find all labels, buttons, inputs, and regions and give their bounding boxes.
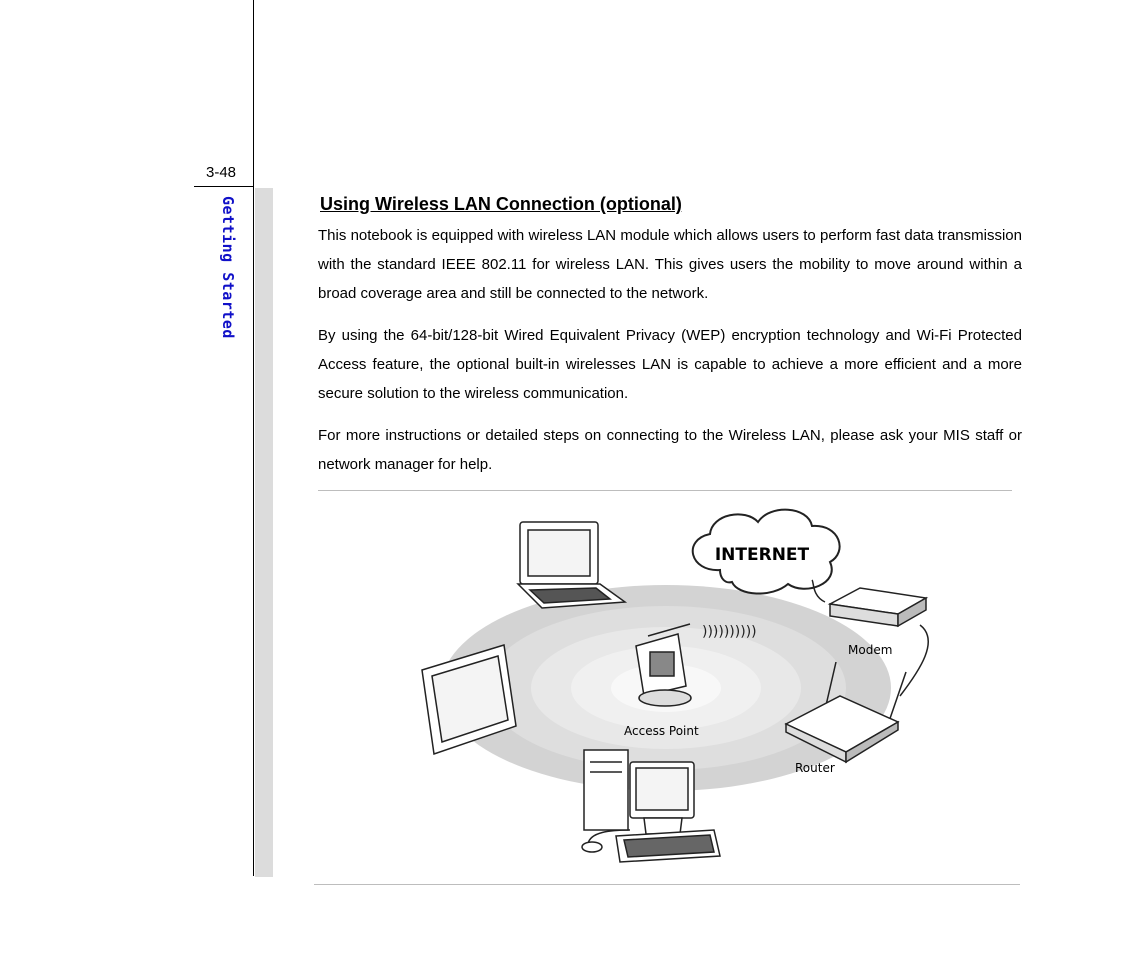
router-label: Router	[795, 761, 835, 775]
wireless-signal-icon: ))))))))))	[702, 624, 757, 640]
internet-label: INTERNET	[714, 545, 810, 565]
page-number: 3-48	[206, 164, 237, 181]
page-number-rule	[194, 186, 254, 187]
wireless-network-diagram	[420, 500, 938, 868]
figure-top-rule	[318, 490, 1012, 491]
paragraph-2: By using the 64-bit/128-bit Wired Equivalent Privacy (WEP) encryption technology and Wi-Fi Protected Access feature, the optional built-in wirelesses LAN is capable to achieve a more efficient and a more secure solution to the wireless communication.	[318, 327, 1022, 402]
access-point-label: Access Point	[624, 724, 699, 738]
side-tab-label: Getting Started	[219, 196, 237, 339]
modem-label: Modem	[848, 643, 893, 657]
margin-vertical-rule	[253, 0, 254, 876]
figure-bottom-rule	[314, 884, 1020, 885]
modem-icon	[830, 588, 926, 626]
section-title: Using Wireless LAN Connection (optional)	[320, 194, 682, 214]
paragraph-1: This notebook is equipped with wireless LAN module which allows users to perform fast data transmission with the standard IEEE 802.11 for wireless LAN. This gives users the mobility to move around within a broad coverage area and still be connected to the network.	[318, 227, 1022, 302]
section-content	[318, 194, 1022, 492]
paragraph-3: For more instructions or detailed steps on connecting to the Wireless LAN, please ask your MIS staff or network manager for help.	[318, 427, 1022, 473]
laptop-icon	[518, 522, 625, 608]
side-tab-strip	[255, 188, 273, 877]
